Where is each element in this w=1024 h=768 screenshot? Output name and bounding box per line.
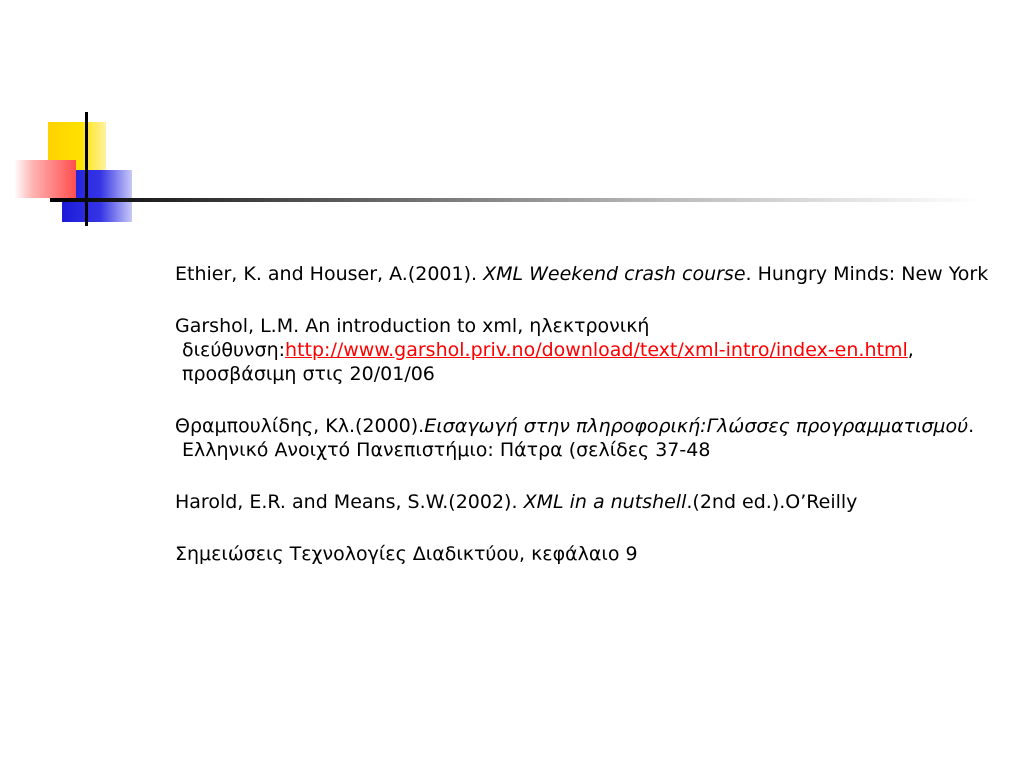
- reference-authors: Garshol, L.M. An introduction to xml, ηλεκτρονική διεύθυνση:: [175, 315, 650, 361]
- reference-title: XML Weekend crash course: [483, 263, 746, 285]
- decor-horizontal-rule: [50, 198, 980, 202]
- decor-red-square: [14, 160, 76, 198]
- reference-link[interactable]: http://www.garshol.priv.no/download/text/xml-intro/index-en.html: [285, 339, 908, 361]
- reference-authors: Harold, E.R. and Means, S.W.(2002).: [175, 491, 524, 513]
- reference-publisher: . Hungry Minds: New York: [745, 263, 989, 285]
- reference-harold: [175, 490, 995, 514]
- reference-title: Εισαγωγή στην πληροφορική:Γλώσσες προγραμματισμού: [424, 415, 969, 437]
- reference-access-date: , προσβάσιμη στις 20/01/06: [182, 339, 914, 385]
- reference-thramboulidis: [175, 414, 995, 462]
- reference-publisher: .(2nd ed.).O’Reilly: [686, 491, 858, 513]
- reference-text: Σημειώσεις Τεχνολογίες Διαδικτύου, κεφάλαιο 9: [175, 543, 638, 565]
- reference-title: XML in a nutshell: [523, 491, 687, 513]
- reference-authors: Ethier, K. and Houser, A.(2001).: [175, 263, 484, 285]
- reference-publisher: . Ελληνικό Ανοιχτό Πανεπιστήμιο: Πάτρα (σελίδες 37-48: [182, 415, 975, 461]
- reference-ethier: [175, 262, 995, 286]
- decor-vertical-line: [85, 112, 88, 226]
- references-list: [175, 262, 995, 594]
- reference-garshol: [175, 314, 995, 386]
- reference-authors: Θραμπουλίδης, Κλ.(2000).: [175, 415, 425, 437]
- reference-notes: [175, 542, 995, 566]
